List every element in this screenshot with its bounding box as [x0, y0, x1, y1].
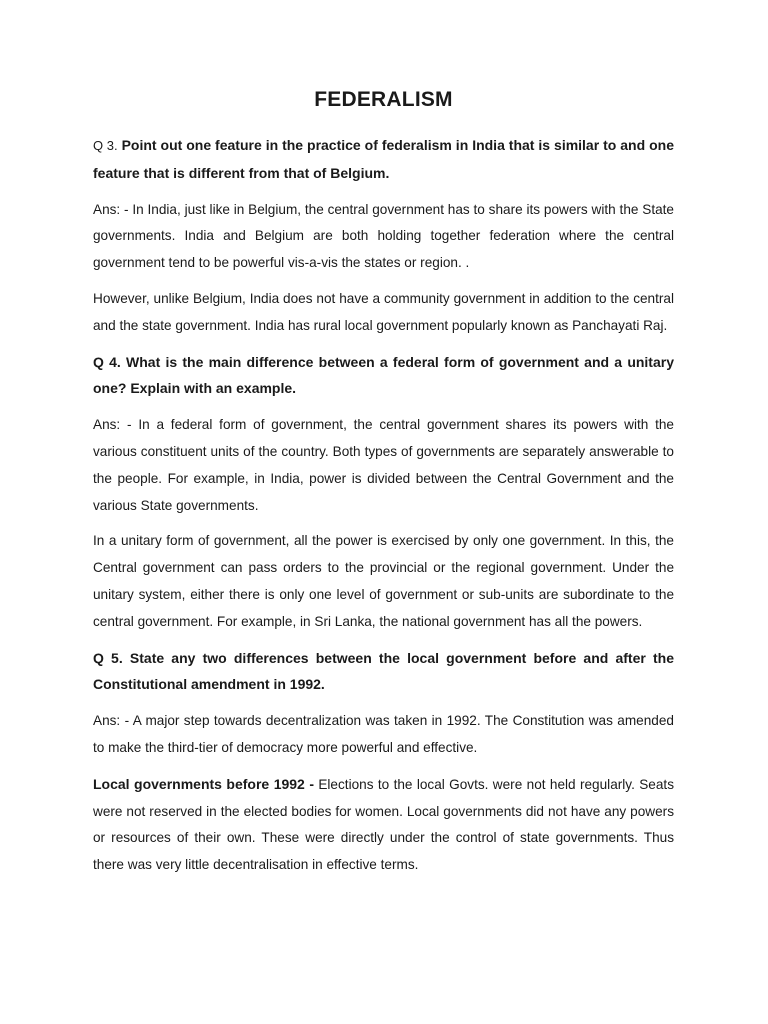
- answer-5-paragraph-1: Ans: - A major step towards decentralization was taken in 1992. The Constitution was amended to make the third-tier of democracy more powerful and effective.: [93, 713, 674, 755]
- answer-5-paragraph-2: [93, 771, 674, 879]
- answer-5-paragraph-2-text: Elections to the local Govts. were not held regularly. Seats were not reserved in the elected bodies for women. Local governments did not have any powers or resources of their own. These were directly under the control of state governments. Thus there was very little decentralisation in effective terms.: [93, 776, 674, 873]
- question-4: Q 4. What is the main difference between a federal form of government and a unitary one? Explain with an example.: [93, 353, 674, 397]
- question-5: Q 5. State any two differences between the local government before and after the Constitutional amendment in 1992.: [93, 649, 674, 693]
- question-3-number: Q 3.: [93, 138, 118, 153]
- question-3: [93, 132, 674, 187]
- document-page: [93, 88, 674, 879]
- local-governments-before-1992-heading: Local governments before 1992 -: [93, 775, 314, 792]
- answer-3-paragraph-1: Ans: - In India, just like in Belgium, the central government has to share its powers with the State governments. India and Belgium are both holding together federation where the central government tend to be powerful vis-a-vis the states or region. .: [93, 201, 674, 271]
- document-title: FEDERALISM: [314, 88, 453, 111]
- answer-4-paragraph-2: In a unitary form of government, all the power is exercised by only one government. In this, the Central government can pass orders to the provincial or the regional government. Under the unitary system, either there is only one level of government or sub-units are subordinate to the central government. For example, in Sri Lanka, the national government has all the powers.: [93, 533, 674, 629]
- answer-3-paragraph-2: However, unlike Belgium, India does not have a community government in addition to the central and the state government. India has rural local government popularly known as Panchayati Raj.: [93, 290, 674, 333]
- answer-4-paragraph-1: Ans: - In a federal form of government, the central government shares its powers with the various constituent units of the country. Both types of governments are separately answerable to the people. For example, in India, power is divided between the Central Government and the various State governments.: [93, 417, 674, 513]
- question-3-text: Point out one feature in the practice of federalism in India that is similar to and one feature that is different from that of Belgium.: [93, 137, 674, 181]
